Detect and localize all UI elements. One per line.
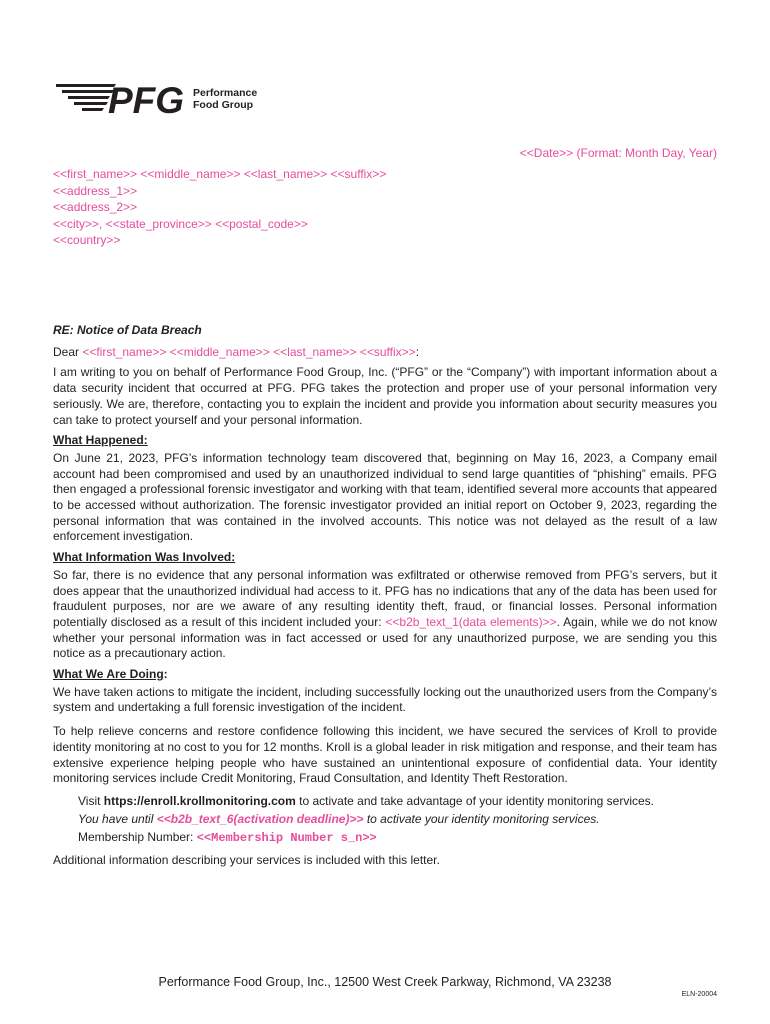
what-doing-paragraph: We have taken actions to mitigate the incident, including successfully locking out the unauthorized users from the Company’s system and undertaking a full forensic investigation of the incident. (53, 684, 717, 715)
additional-info: Additional information describing your services is included with this letter. (53, 852, 440, 867)
salutation-suffix: : (415, 344, 420, 359)
date-field: <<Date>> (Format: Month Day, Year) (519, 146, 717, 160)
activation-deadline-line (78, 810, 717, 828)
logo-line-2: Food Group (193, 99, 254, 111)
speed-lines-icon (56, 84, 116, 111)
involved-text-a: So far, there is no evidence that any personal information was exfiltrated or otherwise removed from PFG’s servers, but it does appear that the unauthorized individual had access to it. PFG has no indications that any of the data has been used for fraudulent purposes, nor are we aware of any resulting identity theft, fraud, or financial losses. Personal information potentially disclosed as a result of this incident included your: (53, 567, 717, 629)
company-name-logo (193, 87, 257, 111)
what-involved-heading: What Information Was Involved: (53, 550, 236, 565)
what-doing-heading: What We Are Doing (53, 667, 164, 682)
involved-text-b: . Again, while we do not know whether your personal information was in fact accessed or used for any unauthorized purpose, we are sending you this notice as a precautionary action. (53, 614, 717, 661)
what-involved-paragraph (53, 568, 717, 662)
recipient-address (53, 166, 386, 249)
document-code: ELN-20004 (681, 991, 717, 998)
logo-line-1: Performance (193, 87, 258, 99)
pfg-mark: PFG (108, 81, 185, 117)
address-line-city: <<city>>, <<state_province>> <<postal_code>> (53, 216, 308, 231)
activation-deadline-variable: <<b2b_text_6(activation deadline)>> (156, 811, 364, 826)
intro-paragraph: I am writing to you on behalf of Performance Food Group, Inc. (“PFG” or the “Company”) with important information about a data security incident that occurred at PFG. PFG takes the protection and proper use of your personal information very seriously. We are, therefore, contacting you to explain the incident and provide you information about security measures you can take to protect yourself and your personal information. (53, 365, 717, 427)
visit-line (78, 792, 717, 810)
until-suffix: to activate your identity monitoring services. (363, 811, 600, 826)
what-happened-paragraph: On June 21, 2023, PFG’s information technology team discovered that, beginning on May 16, 2023, a Company email account had been compromised and used by an unauthorized individual to send large quantities of “phishing” emails. PFG then engaged a professional forensic investigator and working with that team, identified several more accounts that appeared to be accessed without authorization. The forensic investigator provided an initial report on October 9, 2023, regarding the personal information that was contained in the involved accounts. This notice was not delayed as the result of a law enforcement investigation. (53, 450, 717, 544)
salutation-prefix: Dear (53, 344, 83, 359)
subject-line: RE: Notice of Data Breach (53, 323, 202, 337)
address-line-1: <<address_1>> (53, 183, 138, 198)
kroll-enroll-link[interactable]: https://enroll.krollmonitoring.com (103, 793, 296, 808)
visit-prefix: Visit (78, 793, 104, 808)
salutation-name: <<first_name>> <<middle_name>> <<last_name>> <<suffix>> (82, 344, 416, 359)
salutation (53, 345, 717, 361)
address-line-country: <<country>> (53, 233, 121, 248)
what-doing-colon: : (163, 667, 168, 682)
membership-number-variable: <<Membership Number s_n>> (196, 830, 377, 845)
address-line-name: <<first_name>> <<middle_name>> <<last_name>> <<suffix>> (53, 167, 387, 181)
membership-line (78, 828, 717, 847)
data-elements-variable: <<b2b_text_1(data elements)>> (385, 614, 557, 629)
address-line-2: <<address_2>> (53, 200, 138, 215)
what-doing-heading-row (53, 667, 717, 683)
kroll-paragraph: To help relieve concerns and restore confidence following this incident, we have secured the services of Kroll to provide identity monitoring at no cost to you for 12 months. Kroll is a global leader in risk mitigation and response, and their team has extensive experience helping people who have sustained an unintentional exposure of confidential data. Your identity monitoring services include Credit Monitoring, Fraud Consultation, and Identity Theft Restoration. (53, 724, 717, 786)
letter-body (53, 323, 717, 874)
visit-suffix: to activate and take advantage of your identity monitoring services. (295, 793, 654, 808)
what-happened-heading: What Happened: (53, 433, 148, 448)
until-prefix: You have until (78, 811, 157, 826)
membership-label: Membership Number: (78, 829, 197, 844)
footer-address: Performance Food Group, Inc., 12500 West Creek Parkway, Richmond, VA 23238 (158, 975, 612, 989)
